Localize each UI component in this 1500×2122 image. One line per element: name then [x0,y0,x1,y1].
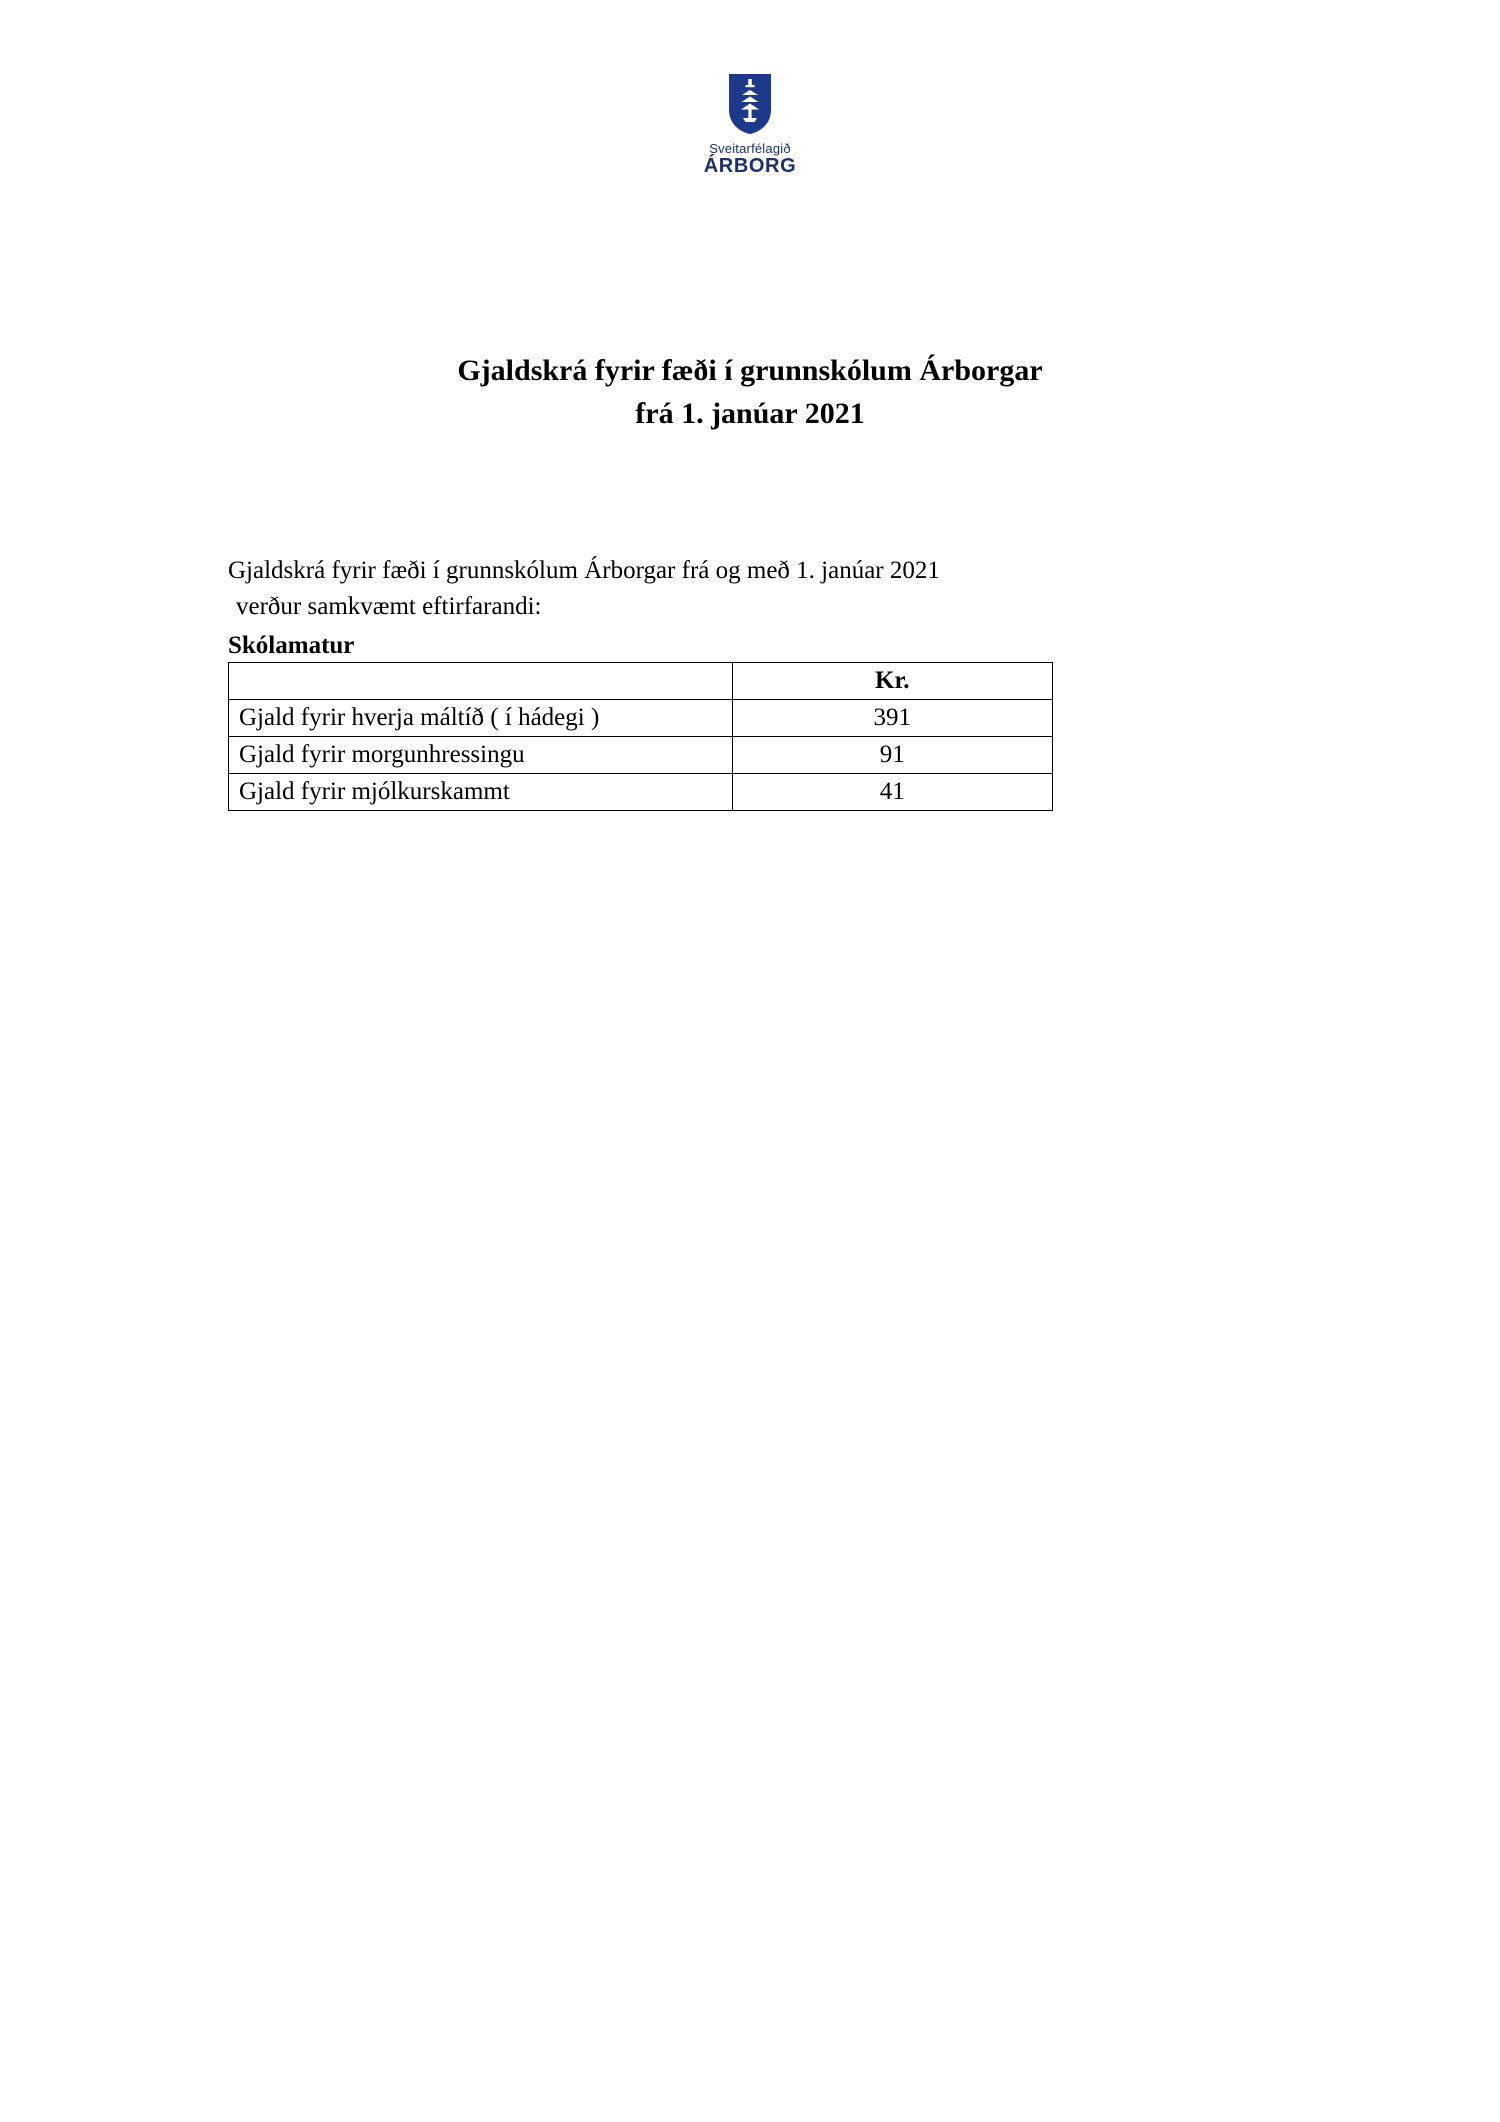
table-body [229,700,1053,811]
intro-line-2: verður samkvæmt eftirfarandi: [236,592,542,620]
page-title-line-2: frá 1. janúar 2021 [635,396,865,430]
logo-line-1: Sveitarfélagið [709,141,791,156]
page-title [0,350,1500,435]
table-cell-label: Gjald fyrir mjólkurskammt [229,774,733,811]
table-row [229,737,1053,774]
table-cell-label: Gjald fyrir morgunhressingu [229,737,733,774]
table-header-row [229,663,1053,700]
table-row [229,774,1053,811]
logo-line-2: ÁRBORG [703,154,797,177]
table-cell-value: 41 [732,774,1052,811]
logo-wordmark [704,142,797,177]
table-cell-value: 391 [732,700,1052,737]
intro-paragraph [228,553,1228,624]
table-cell-value: 91 [732,737,1052,774]
section-heading-skolamatur: Skólamatur [228,632,355,659]
coat-of-arms-shield-icon [727,72,773,136]
organization-logo [0,72,1500,177]
table-header-currency: Kr. [732,663,1052,700]
page-title-line-1: Gjaldskrá fyrir fæði í grunnskólum Árborgar [457,354,1043,388]
table-cell-label: Gjald fyrir hverja máltíð ( í hádegi ) [229,700,733,737]
intro-line-1: Gjaldskrá fyrir fæði í grunnskólum Árborgar frá og með 1. janúar 2021 [228,557,940,584]
table-header-label [229,663,733,700]
table-row [229,700,1053,737]
table-header [229,663,1053,700]
price-table [228,662,1053,811]
